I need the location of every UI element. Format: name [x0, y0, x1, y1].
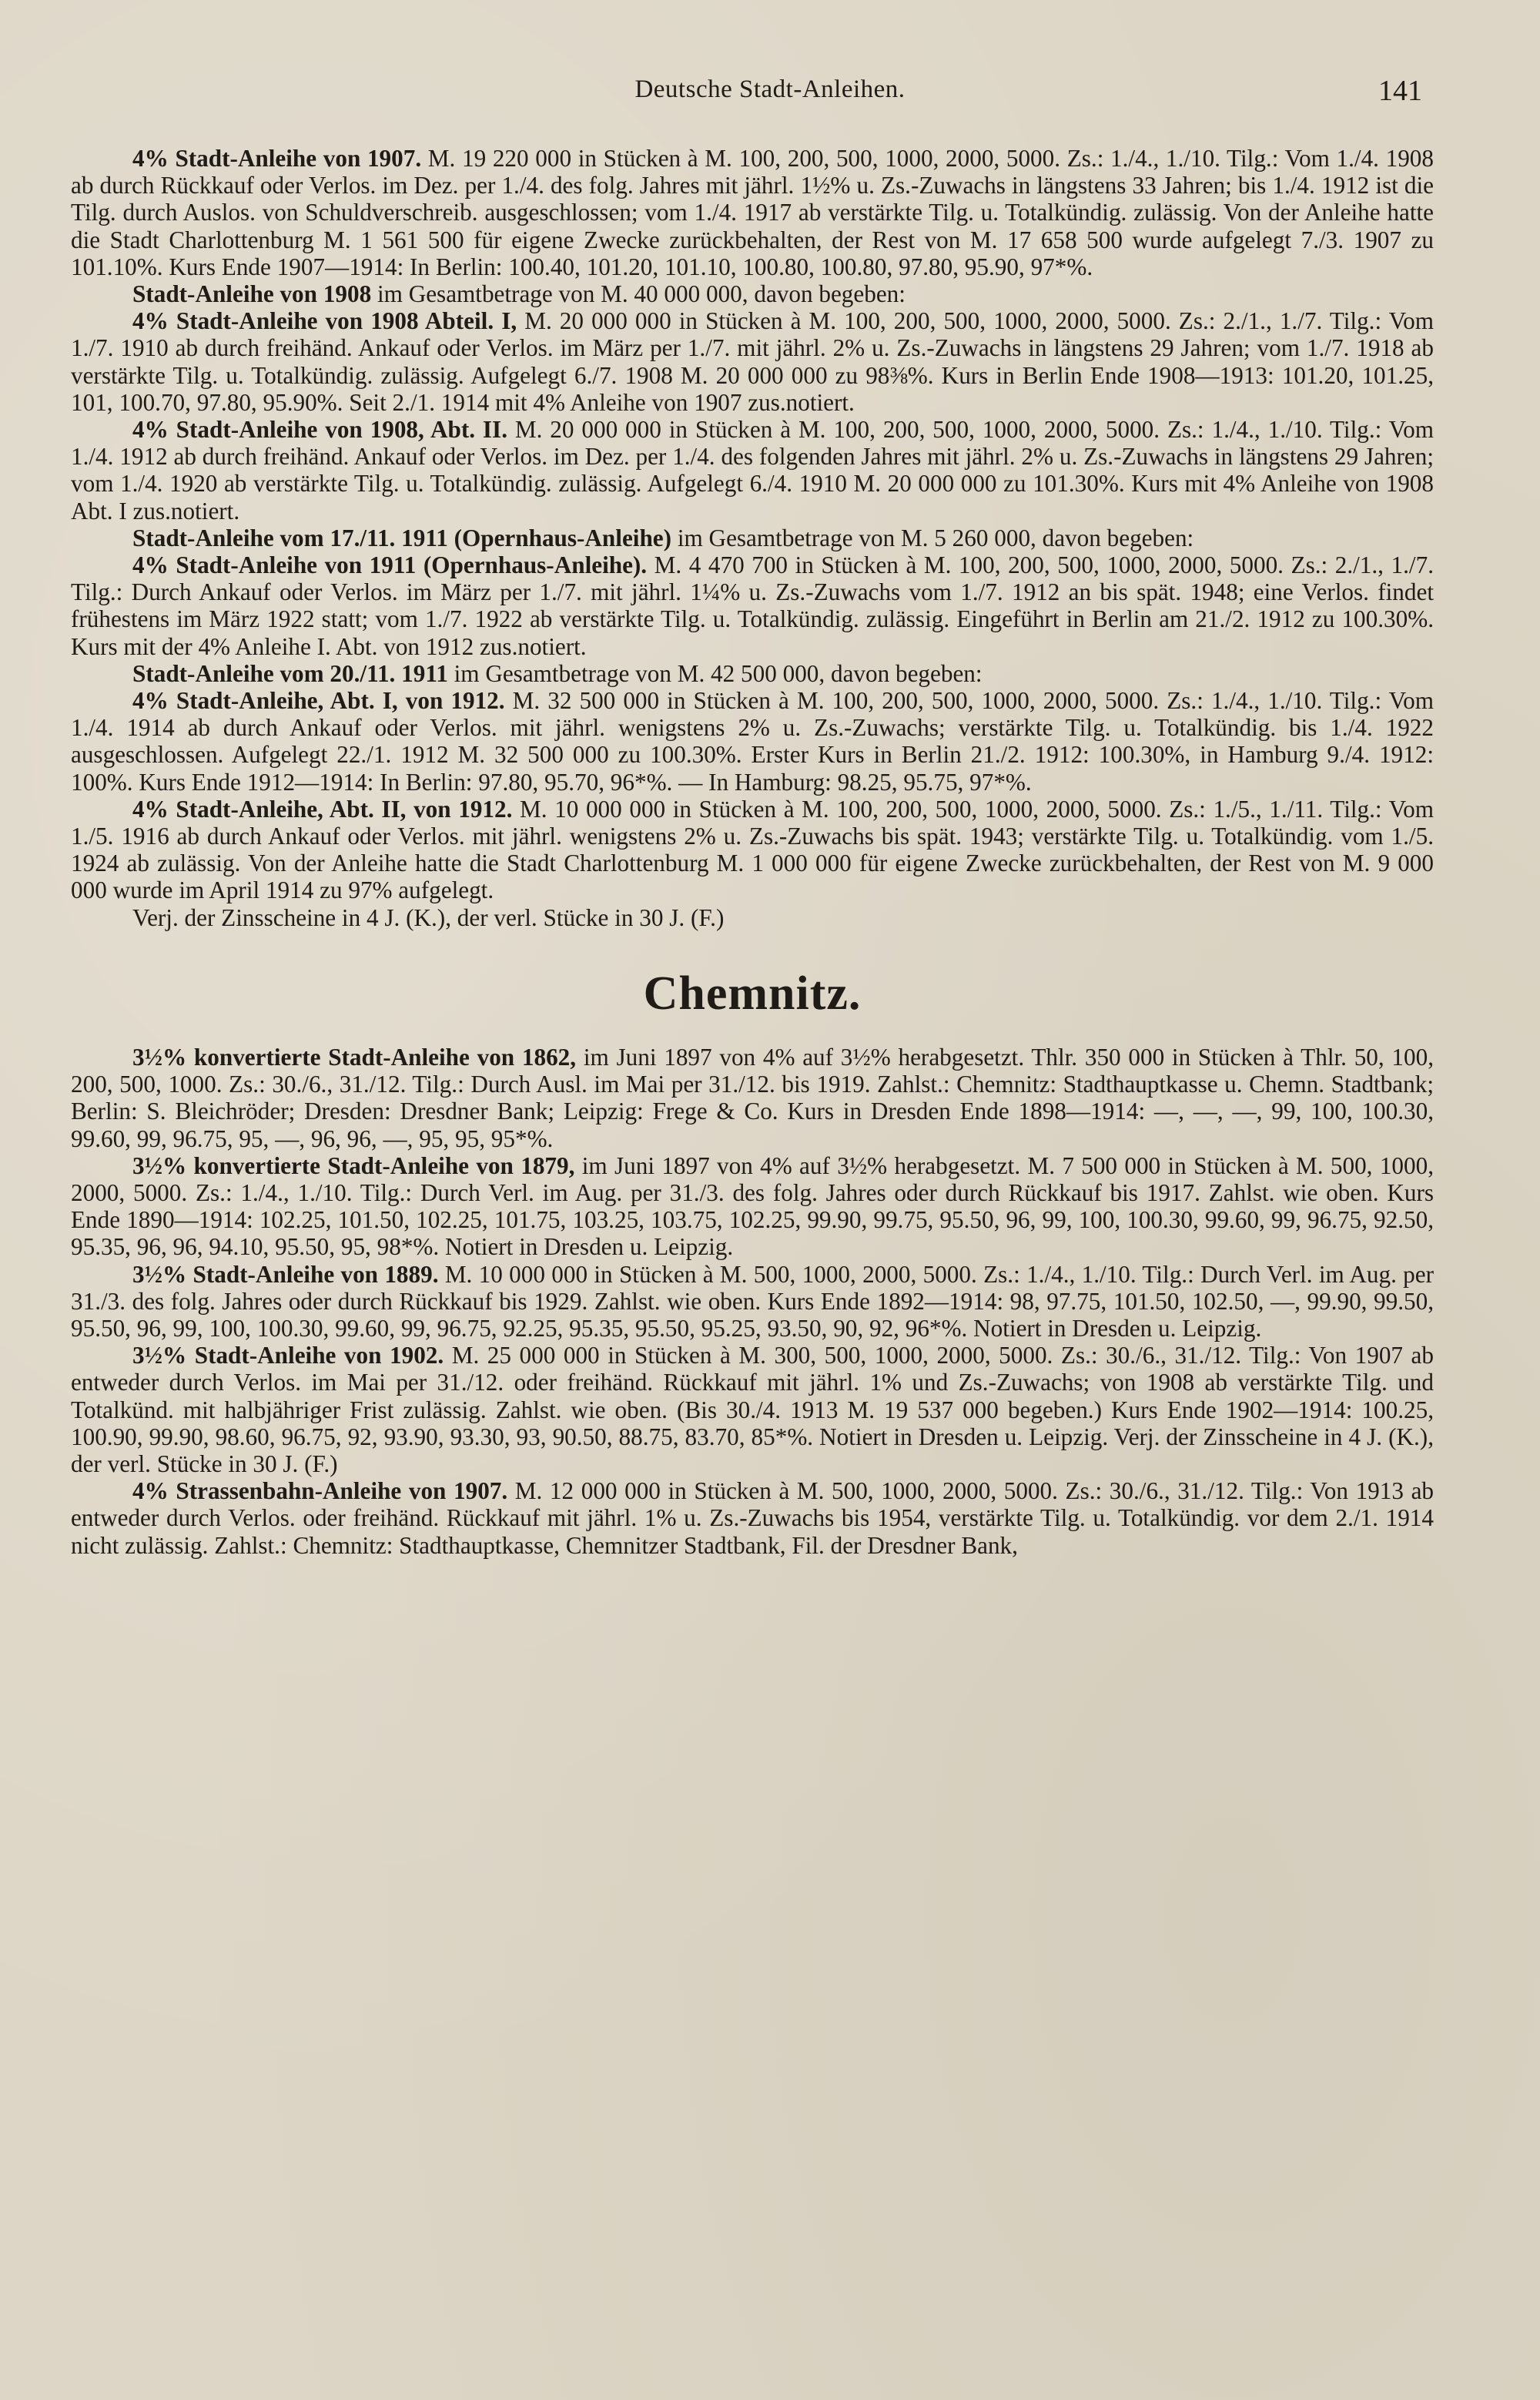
loan-text: M. 25 000 000 in Stücken à M. 300, 500, 1000, 2000, 5000. Zs.: 30./6., 31./12. Tilg.: Von 1907 ab entweder durch Verlos. im Mai per 31./12. oder freihänd. Rückkauf mit jährl. 1% und Zs.-Zuwachs; von 1908 ab verstärkte Tilg. und Totalkünd. mit halbjähriger Frist zulässig. Zahlst. wie oben. (Bis 30./4. 1913 M. 19 537 000 begeben.) Kurs Ende 1902—1914: 100.25, 100.90, 99.90, 98.60, 96.75, 92, 93.90, 93.30, 93, 90.50, 88.75, 83.70, 85*%. Notiert in Dresden u. Leipzig. Verj. der Zinsscheine in 4 J. (K.), der verl. Stücke in 30 J. (F.): [71, 1342, 1434, 1477]
page-number: 141: [1378, 75, 1422, 107]
loan-text: M. 32 500 000 in Stücken à M. 100, 200, 500, 1000, 2000, 5000. Zs.: 1./4., 1./10. Tilg.: Vom 1./4. 1914 ab durch Ankauf oder Verlos. mit jährl. wenigstens 2% u. Zs.-Zuwachs; verstärkte Tilg. u. Totalkündig. bis 1./4. 1922 ausgeschlossen. Aufgelegt 22./1. 1912 M. 32 500 000 zu 100.30%. Erster Kurs in Berlin 21./2. 1912: 100.30%, in Hamburg 9./4. 1912: 100%. Kurs Ende 1912—1914: In Berlin: 97.80, 95.70, 96*%. — In Hamburg: 98.25, 95.75, 97*%.: [71, 687, 1434, 796]
loan-heading: Stadt-Anleihe vom 17./11. 1911 (Opernhaus-Anleihe): [132, 524, 672, 551]
loan-heading: 4% Strassenbahn-Anleihe von 1907.: [132, 1477, 508, 1505]
loan-text: im Juni 1897 von 4% auf 3½% herabgesetzt. M. 7 500 000 in Stücken à M. 500, 1000, 2000, 5000. Zs.: 1./4., 1./10. Tilg.: Durch Verl. im Aug. per 31./3. des folg. Jahres oder durch Rückkauf bis 1917. Zahlst. wie oben. Kurs Ende 1890—1914: 102.25, 101.50, 102.25, 101.75, 103.25, 103.75, 102.25, 99.90, 99.75, 95.50, 96, 99, 100, 100.30, 99.60, 99, 96.75, 92.50, 95.35, 96, 96, 94.10, 95.50, 95, 98*%. Notiert in Dresden u. Leipzig.: [71, 1151, 1434, 1261]
loan-text: M. 10 000 000 in Stücken à M. 500, 1000, 2000, 5000. Zs.: 1./4., 1./10. Tilg.: Durch Verl. im Aug. per 31./3. des folg. Jahres oder durch Rückkauf bis 1929. Zahlst. wie oben. Kurs Ende 1892—1914: 98, 97.75, 101.50, 102.50, —, 99.90, 99.50, 95.50, 96, 99, 100, 100.30, 99.60, 99, 96.75, 92.25, 95.35, 95.50, 95.25, 93.50, 90, 92, 96*%. Notiert in Dresden u. Leipzig.: [71, 1260, 1435, 1342]
loan-text: im Gesamtbetrage von M. 42 500 000, davon begeben:: [447, 659, 983, 687]
loan-heading: Stadt-Anleihe von 1908: [132, 280, 372, 308]
loan-heading: 4% Stadt-Anleihe von 1911 (Opernhaus-Anleihe).: [132, 551, 648, 579]
loan-text: M. 4 470 700 in Stücken à M. 100, 200, 500, 1000, 2000, 5000. Zs.: 2./1., 1./7. Tilg.: Durch Ankauf oder Verlos. im März per 1./7. mit jährl. 1¼% u. Zs.-Zuwachs vom 1./7. 1912 an bis spät. 1948; eine Verlos. findet frühestens im März 1922 statt; vom 1./7. 1922 ab verstärkte Tilg. u. Totalkündig. zulässig. Eingeführt in Berlin am 21./2. 1912 zu 100.30%. Kurs mit der 4% Anleihe I. Abt. von 1912 zus.notiert.: [71, 551, 1434, 660]
loan-text: M. 20 000 000 in Stücken à M. 100, 200, 500, 1000, 2000, 5000. Zs.: 2./1., 1./7. Tilg.: Vom 1./7. 1910 ab durch freihänd. Ankauf oder Verlos. im März per 1./7. mit jährl. 2% u. Zs.-Zuwachs in längstens 29 Jahren; vom 1./7. 1918 ab verstärkte Tilg. u. Totalkündig. zulässig. Aufgelegt 6./7. 1908 M. 20 000 000 zu 98⅜%. Kurs in Berlin Ende 1908—1913: 101.20, 101.25, 101, 100.70, 97.80, 95.90%. Seit 2./1. 1914 mit 4% Anleihe von 1907 zus.notiert.: [71, 307, 1434, 416]
loan-entry: [71, 145, 1434, 280]
loan-heading: Stadt-Anleihe vom 20./11. 1911: [132, 659, 448, 687]
loan-heading: 3½% Stadt-Anleihe von 1889.: [132, 1260, 439, 1288]
loan-heading: 4% Stadt-Anleihe von 1907.: [132, 145, 422, 172]
loan-text: Verj. der Zinsscheine in 4 J. (K.), der verl. Stücke in 30 J. (F.): [132, 903, 725, 931]
loan-text: M. 19 220 000 in Stücken à M. 100, 200, 500, 1000, 2000, 5000. Zs.: 1./4., 1./10. Tilg.: Vom 1./4. 1908 ab durch Rückkauf oder Verlos. im Dez. per 1./4. des folg. Jahres mit jährl. 1½% u. Zs.-Zuwachs in längstens 33 Jahren; bis 1./4. 1912 ist die Tilg. durch Auslos. von Schuldverschreib. ausgeschlossen; vom 1./4. 1917 ab verstärkte Tilg. u. Totalkündig. zulässig. Von der Anleihe hatte die Stadt Charlottenburg M. 1 561 500 für eigene Zwecke zurückbehalten, der Rest von M. 17 658 500 wurde aufgelegt 7./3. 1907 zu 101.10%. Kurs Ende 1907—1914: In Berlin: 100.40, 101.20, 101.10, 100.80, 100.80, 97.80, 95.90, 97*%.: [71, 145, 1434, 280]
loan-text: M. 12 000 000 in Stücken à M. 500, 1000, 2000, 5000. Zs.: 30./6., 31./12. Tilg.: Von 1913 ab entweder durch Verlos. oder freihänd. Rückkauf mit jährl. 1% u. Zs.-Zuwachs bis 1954, verstärkte Tilg. u. Totalkündig. vor dem 2./1. 1914 nicht zulässig. Zahlst.: Chemnitz: Stadthauptkasse, Chemnitzer Stadtbank, Fil. der Dresdner Bank,: [71, 1477, 1435, 1559]
loan-heading: 3½% Stadt-Anleihe von 1902.: [132, 1342, 444, 1369]
loan-text: im Gesamtbetrage von M. 5 260 000, davon begeben:: [671, 524, 1194, 551]
loan-entry: [71, 796, 1434, 904]
loan-entry: [71, 1044, 1434, 1152]
running-header: Deutsche Stadt-Anleihen.: [634, 75, 906, 103]
loan-entry: [71, 307, 1434, 416]
loan-entry: [71, 551, 1434, 660]
loan-entry: [71, 687, 1434, 796]
loan-entry: [71, 1342, 1434, 1477]
section-charlottenburg: [71, 145, 1434, 931]
loan-heading: 3½% konvertierte Stadt-Anleihe von 1862,: [132, 1043, 577, 1071]
loan-text: M. 20 000 000 in Stücken à M. 100, 200, 500, 1000, 2000, 5000. Zs.: 1./4., 1./10. Tilg.: Vom 1./4. 1912 ab durch freihänd. Ankauf oder Verlos. im Dez. per 1./4. des folgenden Jahres mit jährl. 2% u. Zs.-Zuwachs in längstens 29 Jahren; vom 1./4. 1920 ab verstärkte Tilg. u. Totalkündig. zulässig. Aufgelegt 6./4. 1910 M. 20 000 000 zu 101.30%. Kurs mit 4% Anleihe von 1908 Abt. I zus.notiert.: [71, 416, 1434, 525]
loan-entry: [71, 1477, 1434, 1559]
loan-text: M. 10 000 000 in Stücken à M. 100, 200, 500, 1000, 2000, 5000. Zs.: 1./5., 1./11. Tilg.: Vom 1./5. 1916 ab durch Ankauf oder Verlos. mit jährl. wenigstens 2% u. Zs.-Zuwachs bis spät. 1943; verstärkte Tilg. u. Totalkündig. vom 1./5. 1924 ab zulässig. Von der Anleihe hatte die Stadt Charlottenburg M. 1 000 000 für eigene Zwecke zurückbehalten, der Rest von M. 9 000 000 wurde im April 1914 zu 97% aufgelegt.: [71, 795, 1434, 904]
loan-text: im Gesamtbetrage von M. 40 000 000, davon begeben:: [371, 280, 906, 308]
loan-entry: [71, 416, 1434, 525]
loan-heading: 4% Stadt-Anleihe, Abt. I, von 1912.: [132, 687, 505, 715]
loan-entry: [71, 1152, 1434, 1261]
loan-heading: 4% Stadt-Anleihe von 1908, Abt. II.: [132, 416, 507, 444]
city-heading: Chemnitz.: [643, 967, 862, 1020]
loan-heading: 3½% konvertierte Stadt-Anleihe von 1879,: [132, 1151, 575, 1179]
loan-heading: 4% Stadt-Anleihe von 1908 Abteil. I,: [132, 307, 517, 335]
loan-entry: [71, 280, 1434, 307]
loan-text: im Juni 1897 von 4% auf 3½% herabgesetzt. Thlr. 350 000 in Stücken à Thlr. 50, 100, 200, 500, 1000. Zs.: 30./6., 31./12. Tilg.: Durch Ausl. im Mai per 31./12. bis 1919. Zahlst.: Chemnitz: Stadthauptkasse u. Chemn. Stadtbank; Berlin: S. Bleichröder; Dresden: Dresdner Bank; Leipzig: Frege & Co. Kurs in Dresden Ende 1898—1914: —, —, —, 99, 100, 100.30, 99.60, 99, 96.75, 95, —, 96, 96, —, 95, 95, 95*%.: [71, 1043, 1435, 1152]
loan-entry: [71, 1261, 1434, 1342]
loan-entry: [71, 660, 1434, 687]
section-chemnitz: [71, 1044, 1434, 1559]
loan-entry: [71, 525, 1434, 551]
loan-heading: 4% Stadt-Anleihe, Abt. II, von 1912.: [132, 795, 513, 823]
loan-entry: [71, 904, 1434, 931]
document-body: [71, 145, 1434, 1559]
